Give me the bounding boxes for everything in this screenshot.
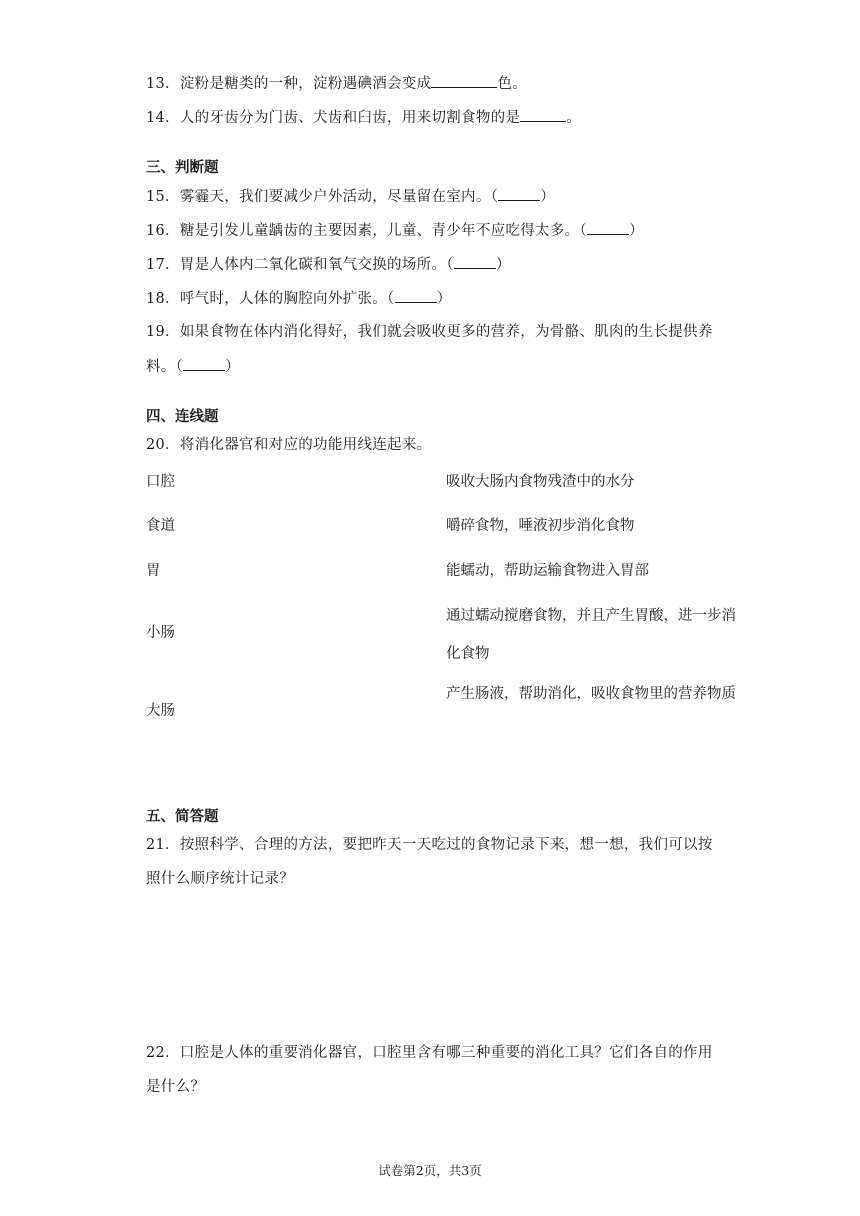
function-item[interactable]: 通过蠕动搅磨食物，并且产生胃酸，进一步消化食物 [446, 608, 736, 662]
organ-item[interactable]: 食道 [146, 518, 175, 534]
question-18-text: 18．呼气时，人体的胸腔向外扩张。（ [146, 291, 395, 307]
question-15-text: 15．雾霾天，我们要减少户外活动，尽量留在室内。（ [146, 189, 499, 205]
question-16-text: 16．糖是引发儿童龋齿的主要因素，儿童、青少年不应吃得太多。（ [146, 223, 587, 239]
close-paren: ） [225, 359, 240, 375]
answer-blank[interactable] [431, 73, 497, 88]
section-title-short-answer: 五、简答题 [146, 809, 219, 825]
question-14-suffix: 。 [566, 110, 582, 126]
function-item[interactable]: 吸收大肠内食物残渣中的水分 [446, 474, 635, 490]
function-item[interactable]: 产生肠液，帮助消化，吸收食物里的营养物质 [446, 686, 736, 702]
question-22-line2: 是什么？ [146, 1079, 206, 1095]
question-13 [146, 73, 527, 94]
question-13-suffix: 色。 [497, 76, 528, 92]
organ-item[interactable]: 胃 [146, 563, 161, 579]
question-13-prefix: 13．淀粉是糖类的一种，淀粉遇碘酒会变成 [146, 76, 432, 92]
question-14 [146, 107, 581, 128]
answer-blank[interactable] [395, 288, 437, 303]
organ-item[interactable]: 口腔 [146, 474, 175, 490]
section-title-judgement: 三、判断题 [146, 160, 219, 176]
close-paren: ） [436, 291, 452, 307]
question-15 [146, 186, 555, 207]
answer-blank[interactable] [454, 254, 496, 269]
answer-blank[interactable] [587, 220, 629, 235]
question-19-line1: 19．如果食物在体内消化得好，我们就会吸收更多的营养，为骨骼、肌肉的生长提供养 [146, 324, 713, 340]
section-title-matching: 四、连线题 [146, 409, 219, 425]
answer-blank[interactable] [520, 107, 566, 122]
question-21-line2: 照什么顺序统计记录？ [146, 871, 294, 887]
answer-blank[interactable] [183, 356, 225, 371]
function-item[interactable]: 嚼碎食物，唾液初步消化食物 [446, 518, 635, 534]
question-21-line1: 21．按照科学、合理的方法，要把昨天一天吃过的食物记录下来，想一想，我们可以按 [146, 837, 713, 853]
answer-blank[interactable] [498, 186, 540, 201]
question-16 [146, 220, 644, 241]
organ-item[interactable]: 大肠 [146, 703, 175, 719]
question-19-text: 料。（ [146, 359, 184, 375]
page-footer: 试卷第2页，共3页 [378, 1163, 482, 1178]
function-item[interactable]: 能蠕动，帮助运输食物进入胃部 [446, 563, 649, 579]
question-22-line1: 22．口腔是人体的重要消化器官，口腔里含有哪三种重要的消化工具？它们各自的作用 [146, 1045, 713, 1061]
close-paren: ） [495, 257, 511, 273]
question-14-prefix: 14．人的牙齿分为门齿、犬齿和臼齿，用来切割食物的是 [146, 110, 521, 126]
question-19-line2 [146, 356, 240, 377]
question-20: 20．将消化器官和对应的功能用线连起来。 [146, 437, 432, 453]
question-17-text: 17．胃是人体内二氧化碳和氧气交换的场所。（ [146, 257, 454, 273]
question-17 [146, 254, 511, 275]
question-18 [146, 288, 451, 309]
close-paren: ） [540, 189, 556, 205]
close-paren: ） [629, 223, 644, 239]
organ-item[interactable]: 小肠 [146, 625, 175, 641]
